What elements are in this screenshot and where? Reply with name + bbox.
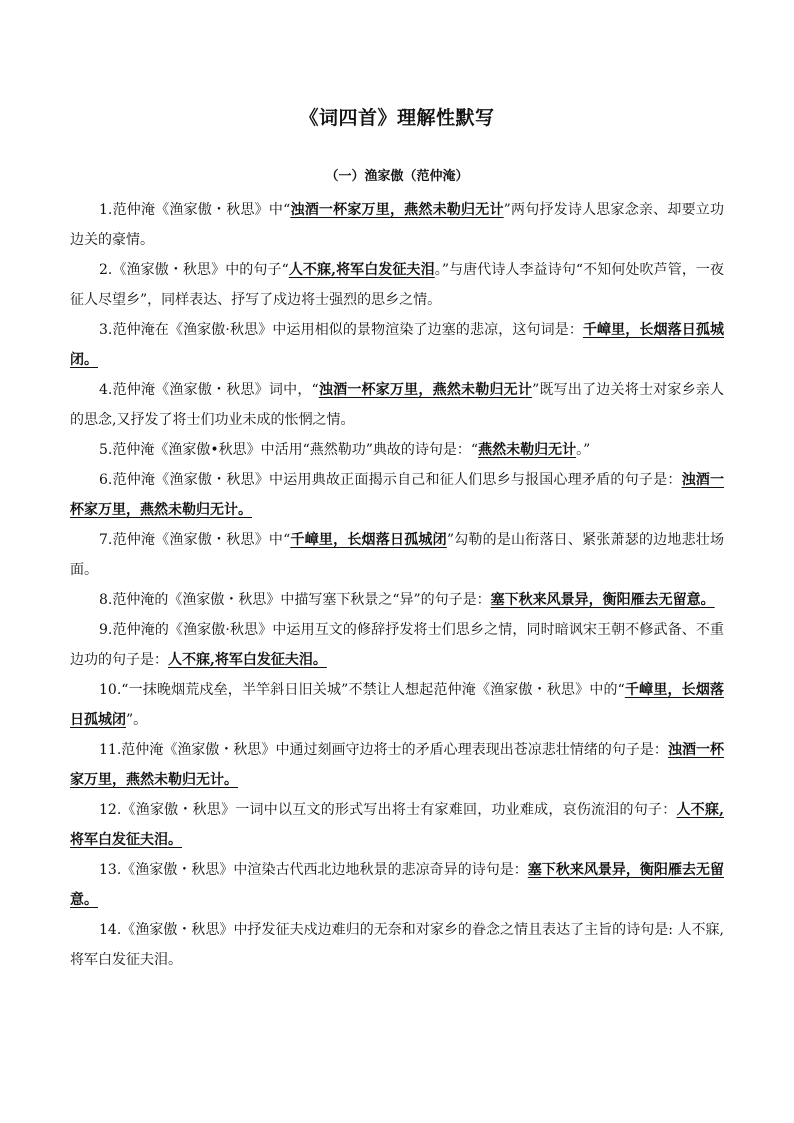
question-text: 。”与唐代诗人李益诗句“不知何处吹芦管，一夜征人尽望乡”，同样表达、抒写了戍边将士强烈的思乡之情。: [70, 262, 725, 308]
answer-text: 人不寐,将军白发征夫泪: [288, 262, 435, 278]
question-item: [70, 615, 724, 675]
question-text: 5.范仲淹《渔家傲•秋思》中活用“燕然勒功”典故的诗句是：“: [99, 442, 479, 458]
question-text: 11.范仲淹《渔家傲・秋思》中通过刻画守边将士的矛盾心理表现出苍凉悲壮情绪的句子是：: [99, 742, 668, 758]
question-text: 13.《渔家傲・秋思》中渲染古代西北边地秋景的悲凉奇异的诗句是：: [99, 862, 528, 878]
question-text: 9.范仲淹的《渔家傲·秋思》中运用互文的修辞抒发将士们思乡之情，同时暗讽宋王朝不修武备、不重边功的句子是：: [70, 622, 724, 668]
question-item: [70, 525, 724, 585]
question-text: 。”: [576, 442, 591, 458]
question-item: [70, 315, 724, 375]
question-text: ”。: [126, 712, 148, 728]
question-text: 10.“一抹晚烟荒戍垒，半竿斜日旧关城”不禁让人想起范仲淹《渔家傲・秋思》中的“: [99, 682, 625, 698]
answer-text: 千嶂里，长烟落日孤城闭。: [70, 322, 724, 368]
answer-text: 浊酒一杯家万里，燕然未勒归无计。: [70, 472, 725, 518]
question-item: [70, 915, 724, 975]
question-text: 7.范仲淹《渔家傲・秋思》中“: [99, 532, 291, 548]
answer-text: 浊酒一杯家万里，燕然未勒归无计。: [70, 742, 725, 788]
question-text: ”两句抒发诗人思家念亲、却要立功边关的豪情。: [70, 202, 724, 248]
question-list: [70, 195, 724, 975]
question-item: [70, 855, 724, 915]
question-item: [70, 675, 724, 735]
question-item: [70, 465, 724, 525]
answer-text: 人不寐,将军白发征夫泪。: [70, 802, 724, 848]
question-item: [70, 795, 724, 855]
question-item: [70, 255, 724, 315]
question-text: 3.范仲淹在《渔家傲·秋思》中运用相似的景物渲染了边塞的悲凉，这句词是：: [99, 322, 583, 338]
question-text: 人不寐,将军白发征夫泪。: [70, 922, 724, 968]
answer-text: 千嶂里，长烟落日孤城闭: [290, 532, 447, 548]
question-item: [70, 585, 724, 615]
document-title: 《词四首》理解性默写: [299, 107, 495, 129]
answer-text: 千嶂里，长烟落日孤城闭: [70, 682, 725, 728]
answer-text: 浊酒一杯家万里，燕然未勒归无计: [290, 202, 504, 218]
answer-text: 燕然未勒归无计: [478, 442, 577, 458]
answer-text: 塞下秋来风景异，衡阳雁去无留意。: [490, 592, 715, 608]
question-text: 2.《渔家傲・秋思》中的句子“: [99, 262, 289, 278]
question-text: 4.范仲淹《渔家傲・秋思》词中，“: [99, 382, 319, 398]
question-text: 14.《渔家傲・秋思》中抒发征夫戍边难归的无奈和对家乡的眷念之情且表达了主旨的诗句是:: [99, 922, 678, 938]
question-text: ”既写出了边关将士对家乡亲人的思念,又抒发了将士们功业未成的怅惘之情。: [70, 382, 725, 428]
question-item: [70, 195, 724, 255]
question-text: 12.《渔家傲・秋思》一词中以互文的形式写出将士有家难回，功业难成，哀伤流泪的句子：: [99, 802, 677, 818]
question-item: [70, 375, 724, 435]
question-text: 6.范仲淹《渔家傲・秋思》中运用典故正面揭示自己和征人们思乡与报国心理矛盾的句子是：: [99, 472, 682, 488]
question-text: ”勾勒的是山衔落日、紧张萧瑟的边地悲壮场面。: [70, 532, 725, 578]
answer-text: 塞下秋来风景异，衡阳雁去无留意。: [70, 862, 725, 908]
answer-text: 浊酒一杯家万里，燕然未勒归无计: [318, 382, 533, 398]
answer-text: 人不寐,将军白发征夫泪。: [168, 652, 327, 668]
question-item: [70, 735, 724, 795]
question-text: 1.范仲淹《渔家傲・秋思》中“: [99, 202, 291, 218]
section-heading: （一）渔家傲（范仲淹）: [325, 169, 469, 184]
question-item: [70, 435, 724, 465]
question-text: 8.范仲淹的《渔家傲・秋思》中描写塞下秋景之“异”的句子是：: [99, 592, 491, 608]
